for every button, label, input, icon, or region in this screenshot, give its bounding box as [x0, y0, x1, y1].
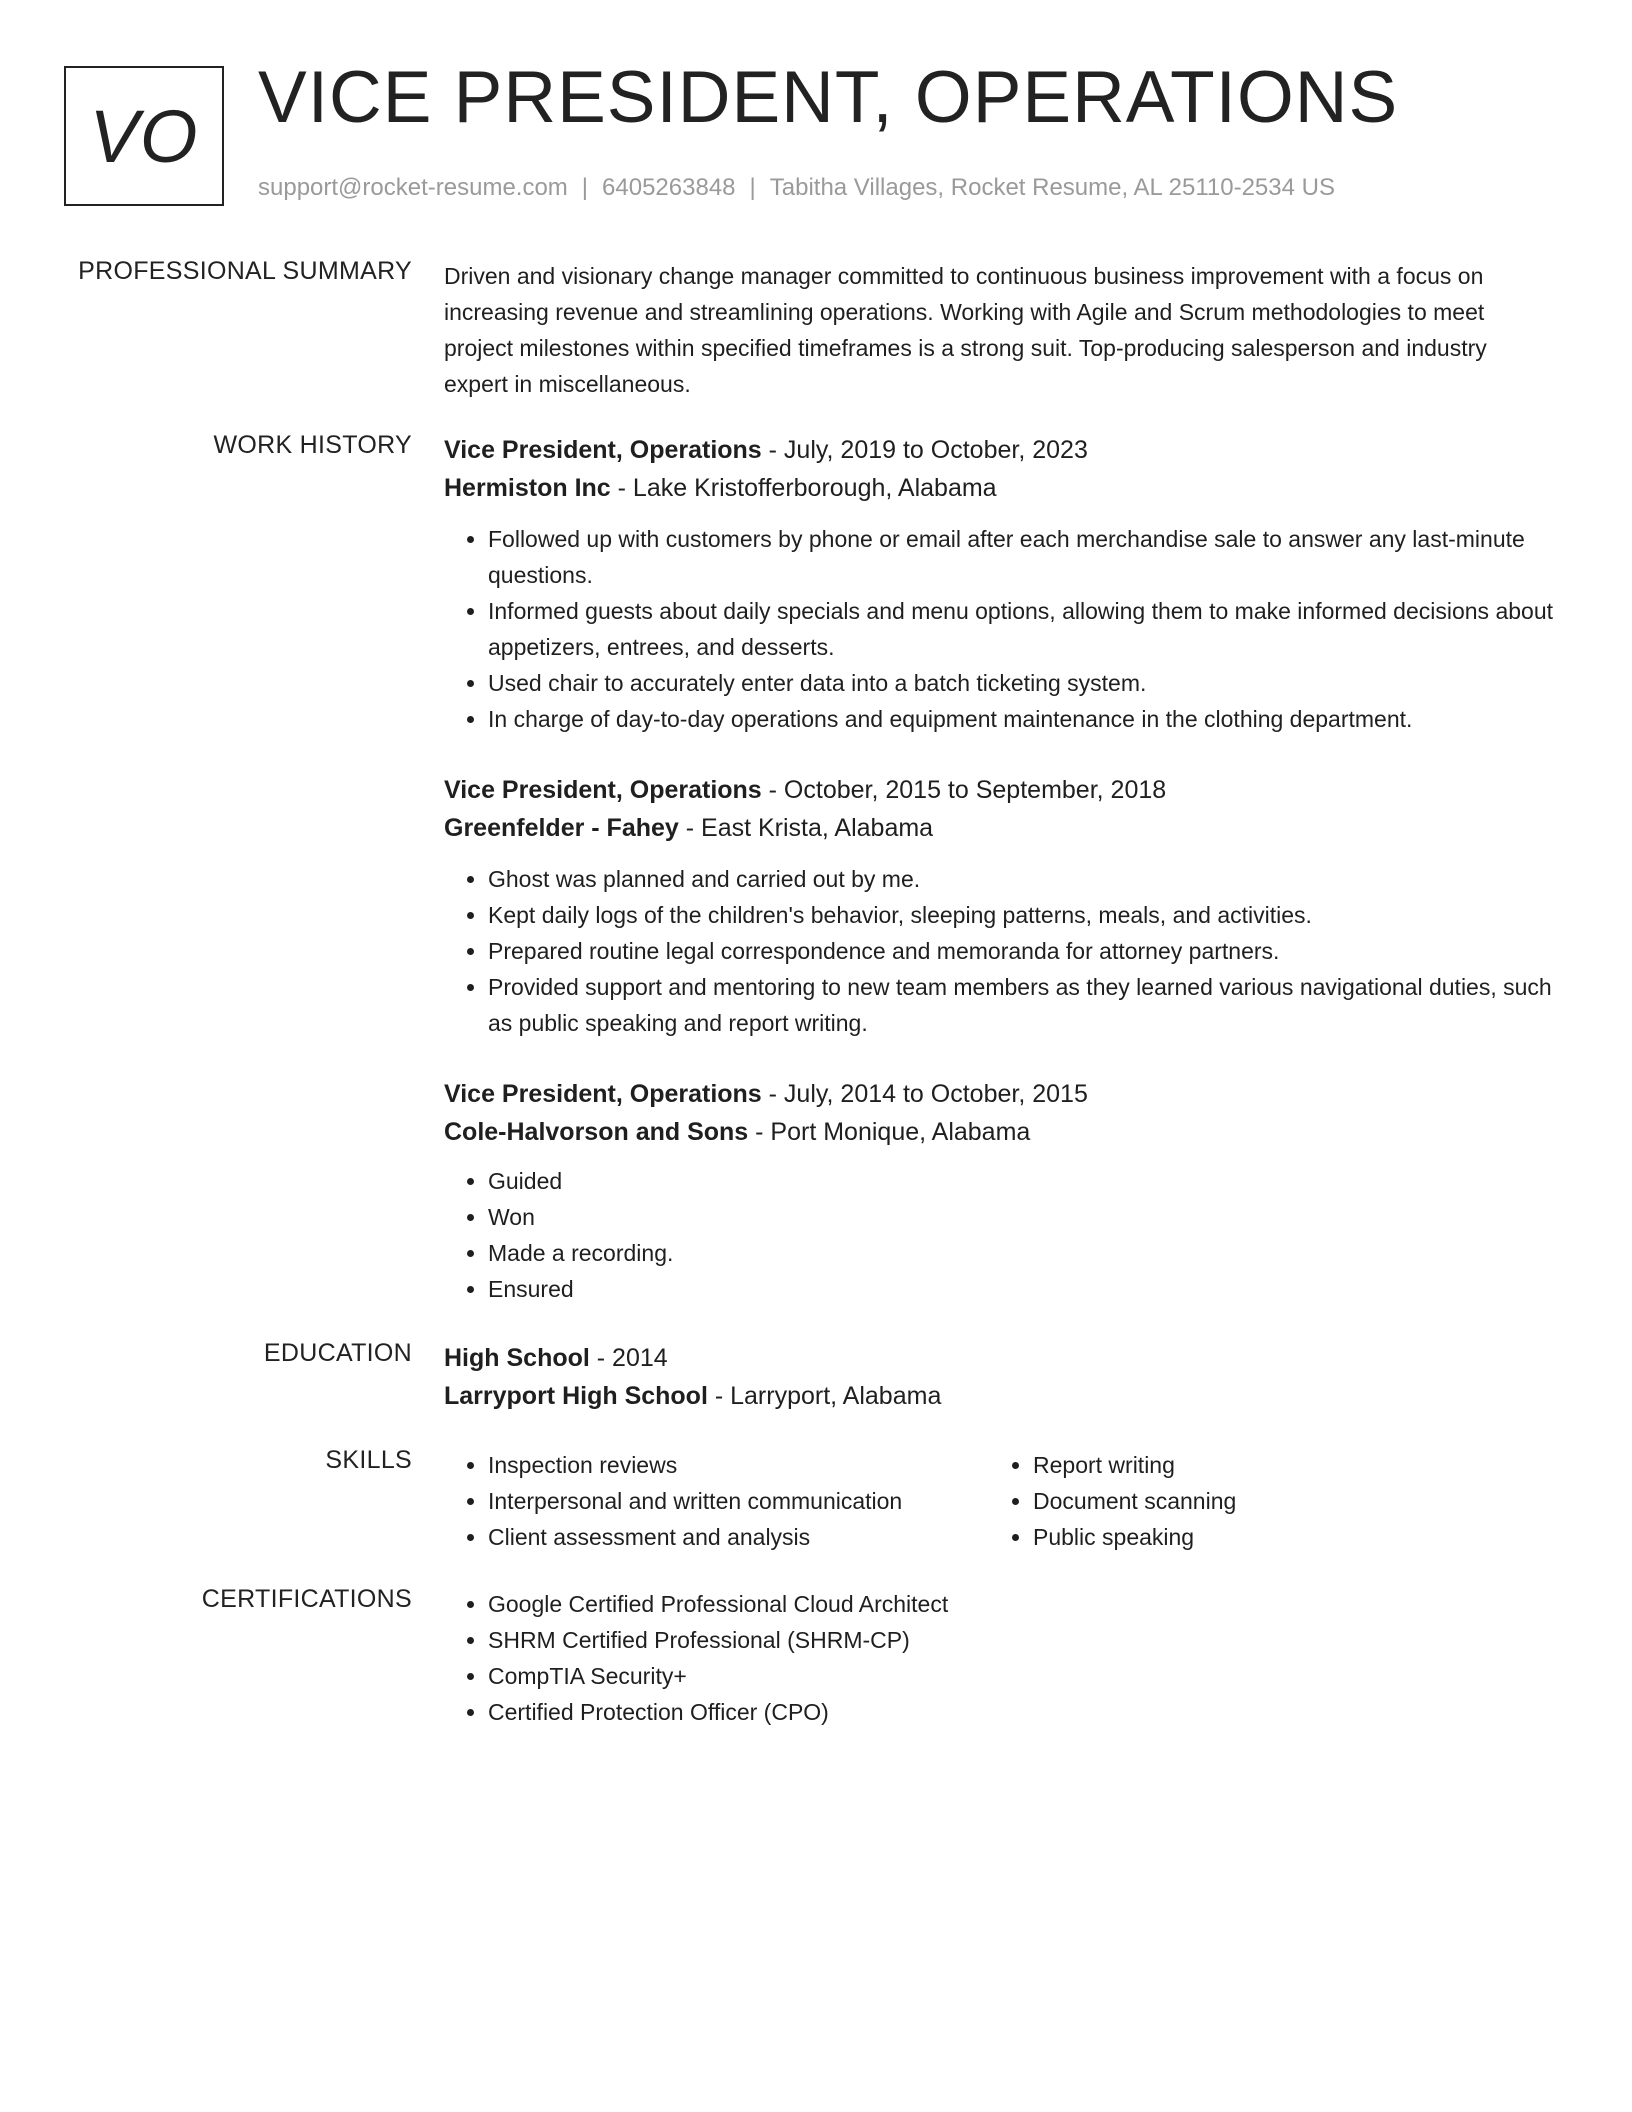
education-degree-line: [444, 1339, 1554, 1377]
job-bullets: [444, 521, 1554, 737]
skill-item: • Client assessment and analysis: [488, 1519, 902, 1555]
certification-item: • SHRM Certified Professional (SHRM-CP): [488, 1622, 1554, 1658]
certification-list: [444, 1586, 1554, 1730]
job-bullet: • Used chair to accurately enter data into a batch ticketing system.: [488, 665, 1554, 701]
job-bullet: • In charge of day-to-day operations and equipment maintenance in the clothing department.: [488, 701, 1554, 737]
contact-separator: |: [749, 174, 756, 201]
job-bullet: • Guided: [488, 1163, 1554, 1199]
job-company: Greenfelder - Fahey: [444, 814, 679, 842]
summary-text: Driven and visionary change manager committed to continuous business improvement with a focus on increasing revenue and streamlining operations. Working with Agile and Scrum methodologies to meet project milestones within specified timeframes is a strong suit. Top-producing salesperson and industry expert in miscellaneous.: [444, 263, 1487, 397]
contact-separator: |: [581, 174, 589, 201]
job-bullet: • Kept daily logs of the children's behavior, sleeping patterns, meals, and activities.: [488, 897, 1554, 933]
contact-phone: 6405263848: [602, 174, 736, 201]
job-dates: - July, 2019 to October, 2023: [761, 436, 1088, 464]
contact-email: support@rocket-resume.com: [258, 174, 568, 201]
job-bullet: • Provided support and mentoring to new team members as they learned various navigational duties, such as public speaking and report writing.: [488, 969, 1554, 1041]
certification-item: • CompTIA Security+: [488, 1658, 1554, 1694]
skill-item: • Interpersonal and written communication: [488, 1483, 902, 1519]
monogram-initials: VO: [89, 94, 199, 178]
job-entry: [444, 771, 1554, 1041]
education-school: Larryport High School: [444, 1382, 708, 1410]
skills-content: [444, 1447, 1554, 1557]
education-content: [444, 1339, 1554, 1415]
certifications-content: [444, 1586, 1554, 1730]
job-bullets: [444, 1163, 1554, 1307]
job-company-line: [444, 469, 1554, 507]
education-school-line: [444, 1377, 1554, 1415]
job-bullets: [444, 861, 1554, 1041]
job-bullet: • Ghost was planned and carried out by me.: [488, 861, 1554, 897]
skill-item: • Inspection reviews: [488, 1447, 902, 1483]
job-bullet: • Followed up with customers by phone or email after each merchandise sale to answer any last-minute questions.: [488, 521, 1554, 593]
job-bullet: • Prepared routine legal correspondence and memoranda for attorney partners.: [488, 933, 1554, 969]
job-bullet: • Made a recording.: [488, 1235, 1554, 1271]
section-label-education: EDUCATION: [263, 1339, 412, 1367]
job-bullet: • Informed guests about daily specials and menu options, allowing them to make informed decisions about appetizers, entrees, and desserts.: [488, 593, 1554, 665]
job-title-line: [444, 1075, 1554, 1113]
job-dates: - October, 2015 to September, 2018: [761, 776, 1167, 804]
section-label-skills: SKILLS: [325, 1446, 412, 1474]
skills-column-right: [989, 1447, 1236, 1555]
job-title: Vice President, Operations: [444, 1080, 762, 1108]
job-company: Cole-Halvorson and Sons: [444, 1118, 749, 1146]
job-title: Vice President, Operations: [444, 436, 762, 464]
job-entry: [444, 431, 1554, 737]
job-title-line: [444, 431, 1554, 469]
skill-item: • Document scanning: [1033, 1483, 1236, 1519]
job-dates: - July, 2014 to October, 2015: [761, 1080, 1088, 1108]
education-location: - Larryport, Alabama: [707, 1382, 942, 1410]
job-bullet: • Won: [488, 1199, 1554, 1235]
skill-item: • Report writing: [1033, 1447, 1236, 1483]
skill-item: • Public speaking: [1033, 1519, 1236, 1555]
job-entry: [444, 1075, 1554, 1307]
work-history-content: [444, 431, 1554, 1307]
section-label-certifications: CERTIFICATIONS: [201, 1585, 412, 1613]
job-location: - East Krista, Alabama: [678, 814, 934, 842]
job-title-line: [444, 771, 1554, 809]
job-company-line: [444, 1113, 1554, 1151]
section-label-work-history: WORK HISTORY: [213, 431, 412, 459]
job-bullet: • Ensured: [488, 1271, 1554, 1307]
contact-line: [258, 174, 1335, 202]
education-degree: High School: [444, 1344, 590, 1372]
job-location: - Port Monique, Alabama: [748, 1118, 1031, 1146]
job-title: Vice President, Operations: [444, 776, 762, 804]
education-year: - 2014: [589, 1344, 668, 1372]
skills-column-left: [444, 1447, 902, 1555]
monogram-box: [64, 66, 224, 206]
certification-item: • Certified Protection Officer (CPO): [488, 1694, 1554, 1730]
job-location: - Lake Kristofferborough, Alabama: [610, 474, 997, 502]
job-company: Hermiston Inc: [444, 474, 611, 502]
job-company-line: [444, 809, 1554, 847]
resume-title: VICE PRESIDENT, OPERATIONS: [258, 57, 1399, 138]
contact-address: Tabitha Villages, Rocket Resume, AL 25110-2534 US: [769, 174, 1335, 201]
certification-item: • Google Certified Professional Cloud Architect: [488, 1586, 1554, 1622]
section-label-summary: PROFESSIONAL SUMMARY: [78, 257, 412, 285]
